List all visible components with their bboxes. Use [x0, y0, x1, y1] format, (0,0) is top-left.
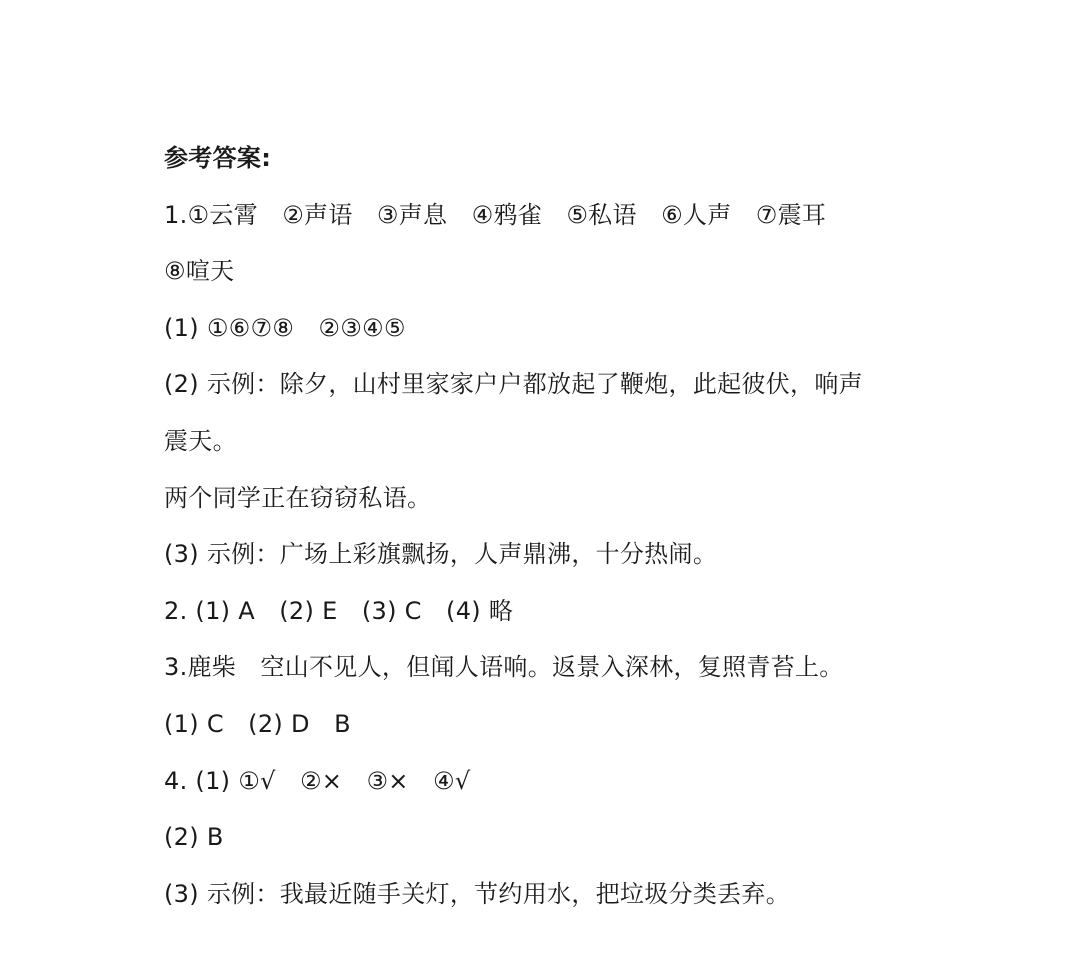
answer-line-2: ⑧喧天	[164, 257, 235, 286]
answer-line-6: 两个同学正在窃窃私语。	[164, 483, 432, 512]
answer-line-5: 震天。	[164, 426, 237, 455]
answer-line-1: 1.①云霄 ②声语 ③声息 ④鸦雀 ⑤私语 ⑥人声 ⑦震耳	[164, 200, 827, 229]
answer-line-9: 3.鹿柴 空山不见人，但闻人语响。返景入深林，复照青苔上。	[164, 653, 844, 682]
answer-line-10: (1) C (2) D B	[164, 709, 351, 738]
answer-line-8: 2. (1) A (2) E (3) C (4) 略	[164, 596, 514, 625]
answer-line-13: (3) 示例：我最近随手关灯，节约用水，把垃圾分类丢弃。	[164, 879, 791, 908]
answer-key	[164, 138, 1024, 930]
answer-key-heading: 参考答案:	[164, 144, 272, 172]
answer-line-3: (1) ①⑥⑦⑧ ②③④⑤	[164, 313, 406, 342]
answer-line-7: (3) 示例：广场上彩旗飘扬，人声鼎沸，十分热闹。	[164, 540, 718, 569]
answer-line-11: 4. (1) ①√ ②× ③× ④√	[164, 766, 471, 795]
answer-line-4: (2) 示例：除夕，山村里家家户户都放起了鞭炮，此起彼伏，响声	[164, 370, 863, 399]
answer-line-12: (2) B	[164, 823, 224, 852]
